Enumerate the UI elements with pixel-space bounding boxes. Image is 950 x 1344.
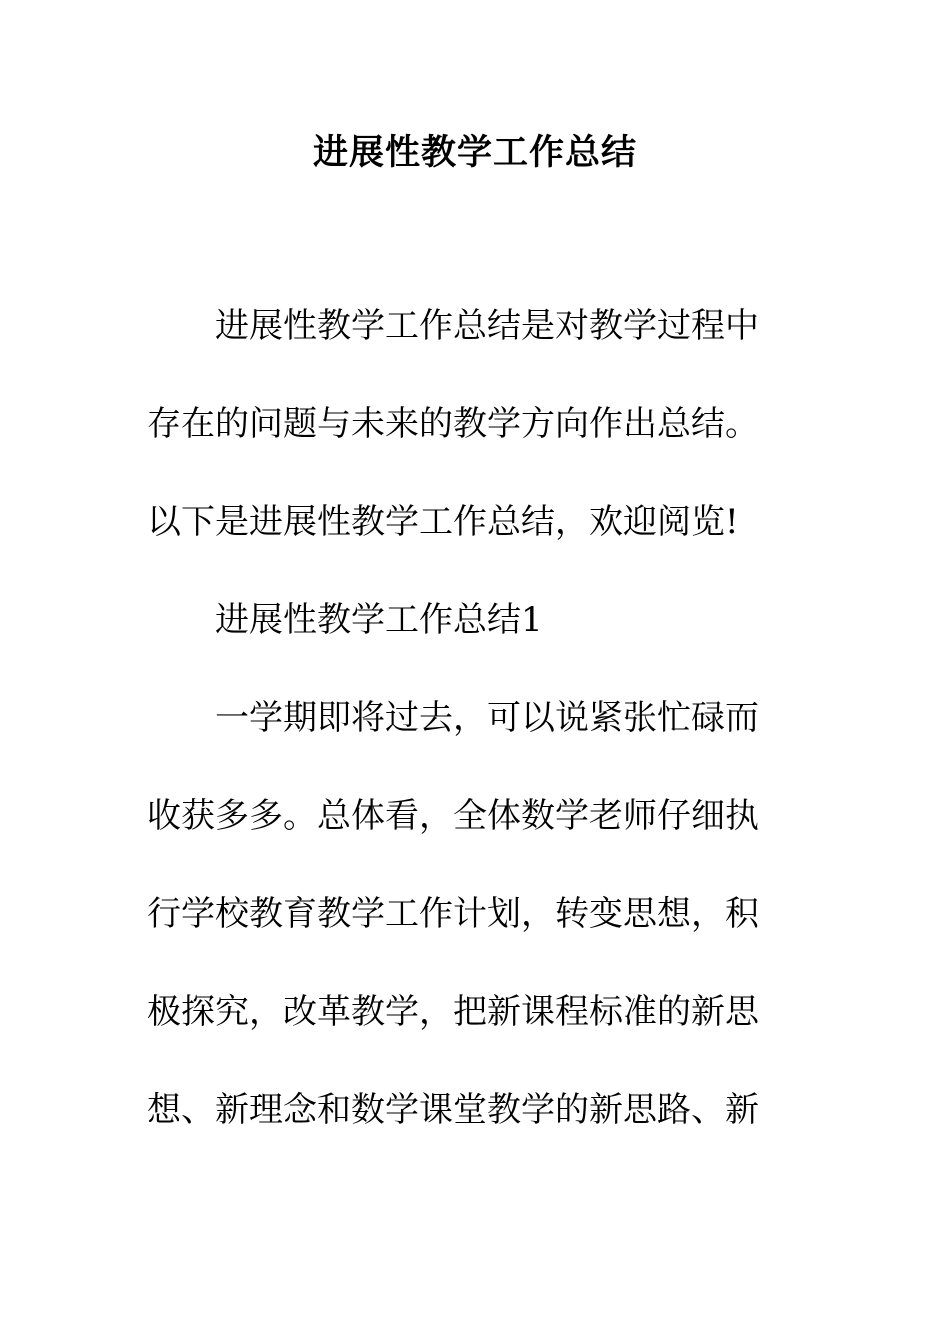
paragraph-line: 一学期即将过去，可以说紧张忙碌而: [215, 698, 759, 738]
paragraph-line: 进展性教学工作总结是对教学过程中: [215, 306, 759, 346]
paragraph-line: 极探究，改革教学，把新课程标准的新思: [147, 992, 759, 1032]
paragraph-line: 以下是进展性教学工作总结，欢迎阅览!: [147, 502, 739, 542]
section-heading: 进展性教学工作总结1: [215, 600, 543, 640]
paragraph-line: 想、新理念和数学课堂教学的新思路、新: [147, 1090, 759, 1130]
paragraph-line: 存在的问题与未来的教学方向作出总结。: [147, 404, 759, 444]
paragraph-line: 收获多多。总体看，全体数学老师仔细执: [147, 796, 759, 836]
paragraph-line: 行学校教育教学工作计划，转变思想，积: [147, 894, 759, 934]
document-body: [147, 277, 807, 1159]
document-title: 进展性教学工作总结: [312, 133, 637, 173]
